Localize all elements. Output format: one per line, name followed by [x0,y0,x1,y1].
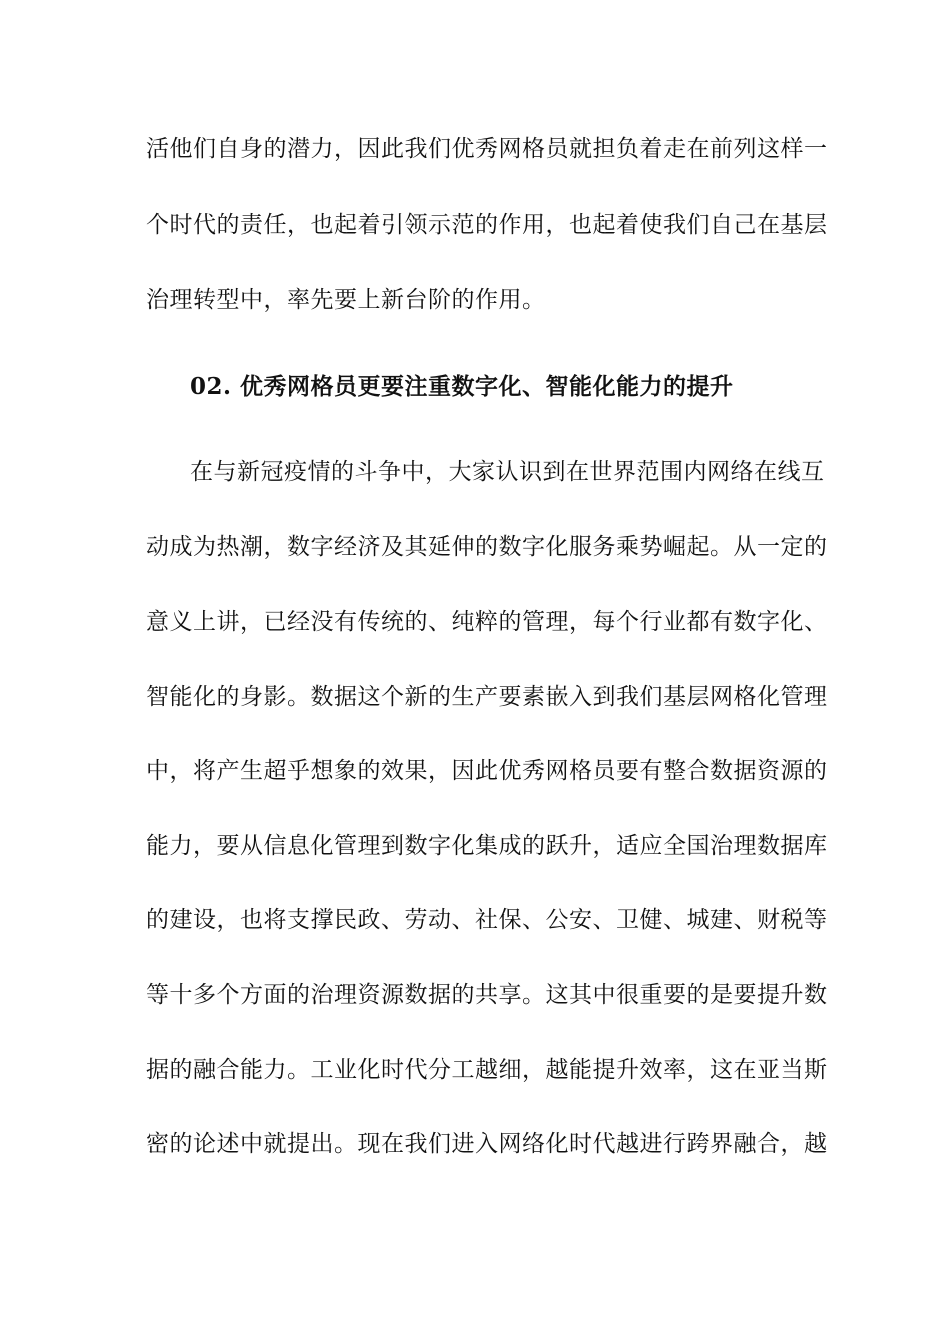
paragraph-1-line-2: 个时代的责任，也起着引领示范的作用，也起着使我们自己在基层 [146,212,828,238]
paragraph-1-line-3: 治理转型中，率先要上新台阶的作用。 [146,287,546,313]
paragraph-1-line-1: 活他们自身的潜力，因此我们优秀网格员就担负着走在前列这样一 [146,136,828,162]
paragraph-2-line-8: 等十多个方面的治理资源数据的共享。这其中很重要的是要提升数 [146,982,828,1008]
paragraph-2-line-2: 动成为热潮，数字经济及其延伸的数字化服务乘势崛起。从一定的 [146,534,828,560]
paragraph-2-line-6: 能力，要从信息化管理到数字化集成的跃升，适应全国治理数据库 [146,833,828,859]
paragraph-2-line-1: 在与新冠疫情的斗争中，大家认识到在世界范围内网络在线互 [190,459,825,485]
paragraph-2-line-9: 据的融合能力。工业化时代分工越细，越能提升效率，这在亚当斯 [146,1057,828,1083]
paragraph-2-line-7: 的建设，也将支撑民政、劳动、社保、公安、卫健、城建、财税等 [146,907,828,933]
paragraph-2-line-4: 智能化的身影。数据这个新的生产要素嵌入到我们基层网格化管理 [146,684,828,710]
section-heading: 02. 优秀网格员更要注重数字化、智能化能力的提升 [190,373,734,400]
paragraph-2-line-10: 密的论述中就提出。现在我们进入网络化时代越进行跨界融合，越 [146,1131,828,1157]
paragraph-2-line-3: 意义上讲，已经没有传统的、纯粹的管理，每个行业都有数字化、 [146,609,828,635]
paragraph-2-line-5: 中，将产生超乎想象的效果，因此优秀网格员要有整合数据资源的 [146,758,828,784]
